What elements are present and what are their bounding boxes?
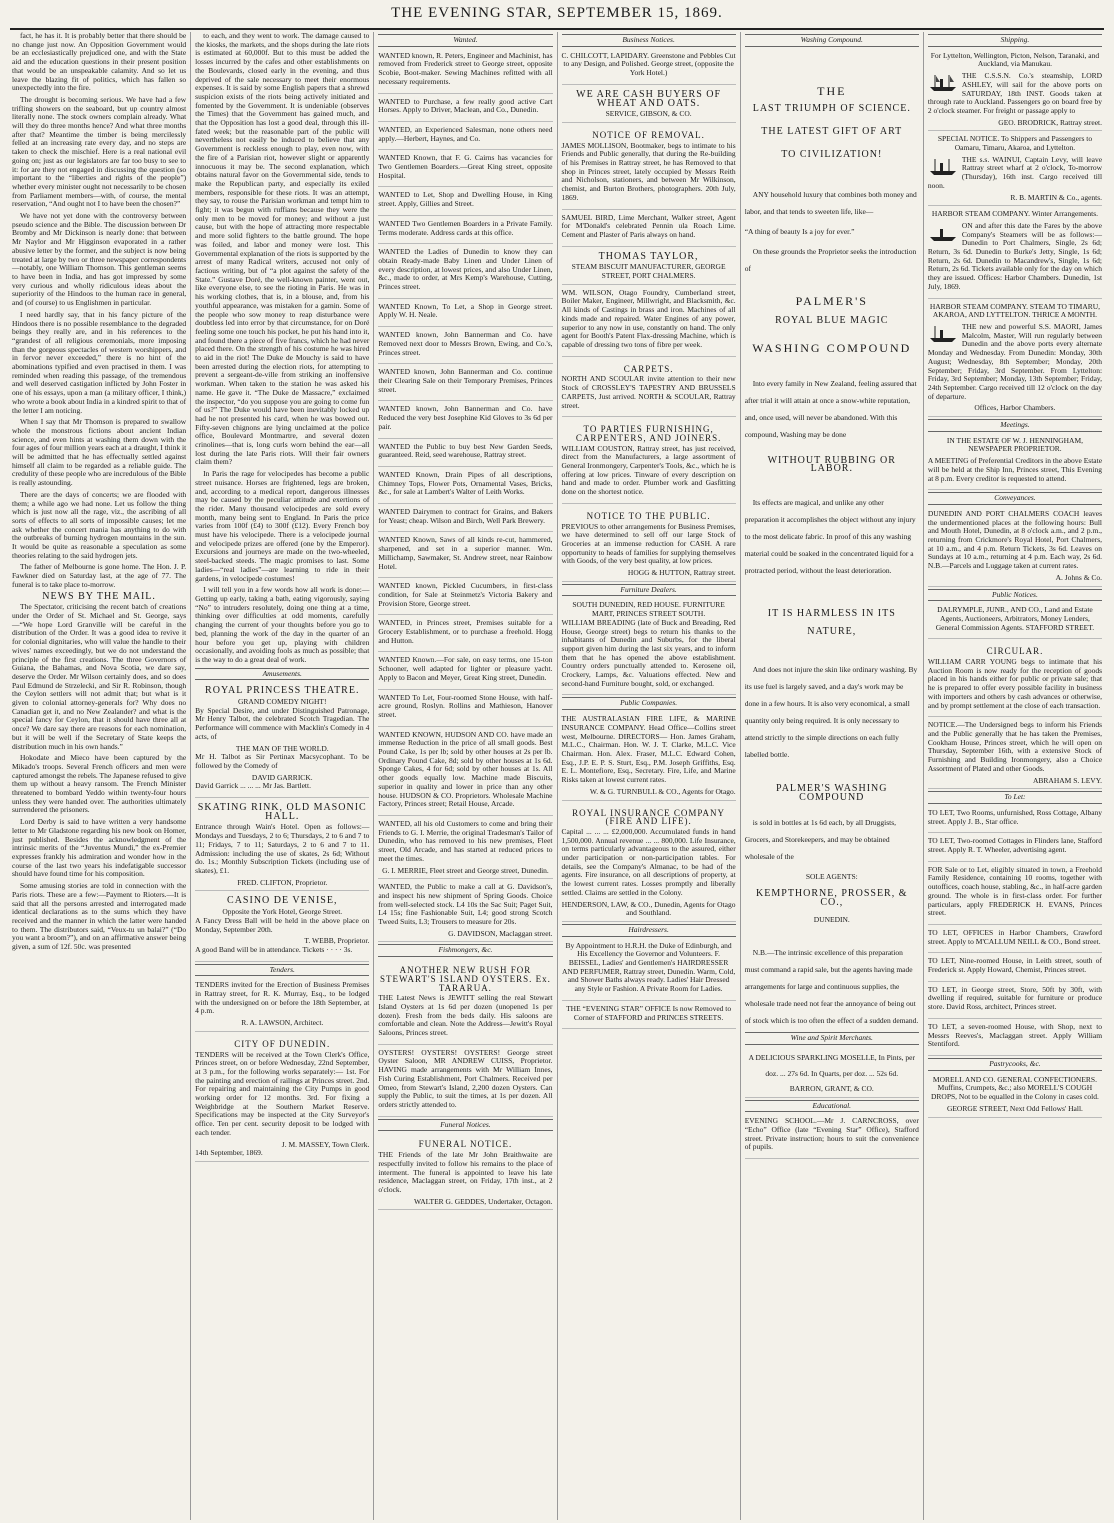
ad-royal-princess-theatre [195, 683, 369, 798]
ad-subtitle: Opposite the York Hotel, George Street. [222, 907, 343, 917]
section-header-washing: Washing Compound. [745, 34, 919, 47]
ad-title: FUNERAL NOTICE. [418, 1139, 513, 1150]
ad-body: WANTED the Ladies of Dunedin to know they can obtain Ready-made Baby Linen and Under Linen of every description, at lowest prices, and also Under Linen, &c., made to order, at Mrs Kemp's Warehouse, Cutting, Princes street. [378, 247, 553, 292]
ad-signature: SERVICE, GIBSON, & CO. [605, 109, 692, 119]
ad-cast: David Garrick ... ... ... Mr Jas. Bartlett. [195, 781, 311, 791]
ad-body: A good Band will be in attendance. Tickets · · · · 3s. [195, 944, 353, 954]
ad-body: WANTED Known, Saws of all kinds re-cut, hammered, sharpened, and set in a superior manner. Wm. Millichamp, Sawmaker, St. Andrew street, near Rainbow Hotel. [378, 535, 553, 571]
ad-body: WANTED known, Pickled Cucumbers, in first-class condition, for Sale at Steinmetz's Victoria Bakery and Provision Store, George street. [378, 581, 553, 608]
article-paragraph: Lord Derby is said to have written a very handsome letter to Mr Gladstone regarding his new book on Homer, just published. Besides the acknowledgment of the intrinsic merits of the “Juventus Mundi,” the ex-Premier expresses frankly his admiration and wonder how in the course of the last two years his indefatigable successor should have found time for his composition. [12, 817, 187, 879]
ad-body: TO LET, Two Rooms, unfurnished, Ross Cottage, Albany street. Apply J. B., Star office. [927, 807, 1103, 826]
column-1 [8, 32, 191, 1520]
article-paragraph: The drought is becoming serious. We have had a few trifling showers on the seaboard, but up country almost literally none. The stock owners complain already. What will they do three months hence? And what three months after that? Meantime the timber is being mercilessly felled at an increasing rate every day, and no steps are taken to check the mischief. Here is a real national evil going on; just as our legislators are far too busy to see to it: for are they not engaged in discussing the question (so important to the “liberties and rights of the people”) whether every minister ought not necessarily to be chosen from Parliament members—with, of course, the mental reservation, “And ought not I to have been the chosen?” [12, 94, 187, 209]
section-header-conveyances: Conveyances. [928, 492, 1102, 505]
to-let-ad [928, 807, 1102, 833]
ad-samuel-bird [562, 212, 736, 247]
ad-carpets [562, 359, 736, 418]
ad-chilcott [562, 50, 736, 85]
ad-body: DUNEDIN AND PORT CHALMERS COACH leaves the undermentioned places at the following hours: Bull and Mouth Hotel, Dunedin, at 8 o'clock a.m., and 2 p.m., returning from Crickmore's Royal Hotel, Port Chalmers, at 10 a.m., and 4 p.m. Return Tickets, 3s 6d. Leaves on Sundays at 10 a.m., returning at 4 p.m. Each way, 2s 6d. N.B.—Parcels and Luggage taken at current rates. [927, 508, 1103, 571]
ad-notice-to-public [562, 506, 736, 582]
article-paragraph: The father of Melbourne is gone home. The Hon. J. P. Fawkner died on Saturday last, at the age of 77. The funeral is to take place to-morrow. [12, 562, 187, 589]
ad-australasian-insurance [562, 713, 736, 800]
ad-signature: G. DAVIDSON, Maclaggan street. [448, 928, 553, 938]
ad-wm-wilson [562, 287, 736, 357]
ad-title: ROYAL BLUE MAGIC [775, 315, 889, 327]
wanted-ad [378, 218, 552, 244]
ad-body: WANTED to Purchase, a few really good active Cart Horses. Apply to Driver, Maclean, and Co., Dunedin. [378, 96, 553, 115]
ad-body: WANTED Known, Drain Pipes of all descriptions, Chimney Tops, Flower Pots, Ornamental Vases, Bricks, &c., for sale at Lambert's Walter of Leith Works. [378, 469, 553, 497]
wanted-ad [378, 654, 552, 689]
article-paragraph: We have not yet done with the controversy between pseudo science and the Bible. The discussion between Dr Bromby and Mr Dickinson is nearly done: that between Mr Naylor and Mr Higginson evaporated in a rather abusive letter by the former, and the subject is now being treated at large by two or three newspaper correspondents —notably, one William Thomson. This gentleman seems to have been in India, and has got impressed by some very curious and wholly ridiculous ideas about the superiority of the Hindoos to the human race in general, and (of course) to us Englishmen in particular. [12, 211, 187, 308]
ad-body: A Fancy Dress Ball will be held in the above place on Monday, September 20th. [195, 915, 370, 934]
to-let-ad [928, 984, 1102, 1019]
article-paragraph: fact, he has it. It is probably better that there should be no change just now. An Opposition Government would be an ecclesiastically prejudiced one, and with the State aid and the education questions in their present position that would be an unspeakable calamity. And so let us leave the blazing fit of politics, which has fallen so unexpectedly into the fire. [12, 32, 187, 93]
ad-title: TO PARTIES FURNISHING, CARPENTERS, AND JOINERS. [575, 424, 722, 443]
ad-body: SAMUEL BIRD, Lime Merchant, Walker street, Agent for M'Donald's celebrated Pennin ula Roach Lime. Cement and Plaster of Paris always on hand. [561, 212, 736, 239]
column-5 [741, 32, 924, 1520]
ad-body: A MEETING of Preferential Creditors in the above Estate will be held at the Ship Inn, Princes street, This Evening at 8 p.m. Every creditor is requested to attend. [927, 456, 1103, 483]
ad-title: SOUTH DUNEDIN, RED HOUSE. FURNITURE MART, PRINCES STREET SOUTH. [572, 600, 725, 619]
steamship-icon [928, 223, 958, 243]
section-header-wine: Wine and Spirit Merchants. [745, 1032, 919, 1045]
ad-title: HARBOR STEAM COMPANY. STEAM TO TIMARU, AKAROA, AND LYTTELTON. THRICE A MONTH. [929, 301, 1101, 320]
wanted-ad [378, 366, 552, 401]
ad-morell [928, 1074, 1102, 1118]
masthead-rule [10, 28, 1104, 30]
ad-body: WANTED Known.—For sale, on easy terms, one 15-ton Schooner, well adapted for lighter or pleasure yacht. Apply to Bacon and Meyer, Great King street, Dunedin. [378, 655, 553, 682]
ad-body: DALRYMPLE, JUNR., AND CO., Land and Estate Agents, Auctioneers, Arbitrators, Money Lenders, General Commission Agents. STAFFORD STREET. [935, 605, 1095, 632]
ad-title: CIRCULAR. [986, 646, 1044, 657]
wanted-ad [378, 617, 552, 652]
ad-city-of-dunedin [195, 1034, 369, 1162]
ad-levy-notice [928, 719, 1102, 789]
wanted-ad [378, 441, 552, 467]
wanted-ad [378, 506, 552, 532]
ad-tender-lawson [195, 979, 369, 1032]
ad-body: STEAM BISCUIT MANUFACTURER, GEORGE STREET, PORT CHALMERS. [571, 262, 726, 281]
ad-breading [562, 599, 736, 695]
ad-signature: R. B. MARTIN & Co., agents. [1010, 192, 1103, 202]
ad-signature: A. Johns & Co. [1055, 572, 1103, 582]
steamship-icon [928, 324, 958, 344]
section-header-fishmongers: Fishmongers, &c. [378, 944, 552, 957]
ad-body: N.B.—The intrinsic excellence of this preparation must command a rapid sale, but the agents having made arrangements for large and continuous supplies, the wholesale trade need not fear the annoyance of being out of stock which is too often the effect of a sudden demand. [744, 948, 919, 1026]
ad-body: Entrance through Wain's Hotel. Open as follows:—Mondays and Tuesdays, 2 to 6; Thursdays, 2 to 6 and 7 to 11; Fridays, 7 to 11; Saturdays, 2 to 6 and 7 to 11. Admission: including the use of skates, 2s 6d; Without do. 1s.; Monthly Subscription Tickets (including use of skates), £1. [195, 822, 370, 875]
ad-signature: WALTER G. GEDDES, Undertaker, Octagon. [413, 1196, 553, 1206]
column-3 [374, 32, 557, 1520]
ad-title: NOTICE TO THE PUBLIC. [586, 510, 711, 521]
article-paragraph: There are the days of concerts; we are flooded with them; a while ago we had none. Let us follow the thing which is just now all the rage, viz., the ascribing of all sorts of effects to all sorts of impossible causes; let me ask whether the concert mania has anything to do with the outbreaks of burning hydrogen mountains in the sun. It would be quite as reasonable a speculation as some theories relating to the said hydrogen jets. [12, 489, 187, 560]
wanted-ad [378, 246, 552, 299]
ad-body: WILLIAM COUSTON, Rattray street, has just received, direct from the Manufacturers, a large assortment of General Ironmongery, Carpenter's Tools, &c., which he is offering at low prices. Tinware of every description on hand and made to order. Plumber work and Gasfitting done on the shortest notice. [561, 443, 736, 497]
ad-body: Into every family in New Zealand, feeling assured that after trial it will attain at once a snow-white reputation, and, once used, will never be abandoned. With this compound, Washing may be done [744, 378, 917, 439]
ad-title: WE ARE CASH BUYERS OF WHEAT AND OATS. [576, 88, 722, 109]
ad-skating-rink [195, 800, 369, 891]
newspaper-columns [8, 32, 1106, 1520]
wanted-ad [378, 96, 552, 122]
to-let-ad [928, 955, 1102, 981]
ad-title: HARBOR STEAM COMPANY. Winter Arrangements. [931, 209, 1099, 219]
ad-dalrymple [928, 604, 1102, 639]
ad-body: TENDERS invited for the Erection of Business Premises in Rattray street, for R. K. Murray, Esq., to be lodged with the undersigned on or before the 18th September, at 4 p.m. [195, 980, 370, 1016]
ad-moselle [745, 1048, 919, 1098]
ad-title: NOTICE OF REMOVAL. [592, 129, 705, 140]
ad-body: A DELICIOUS SPARKLING MOSELLE, In Pints, per doz. ... 27s 6d. In Quarts, per doz. ... 52s 6d. [748, 1052, 915, 1078]
ad-signature: FRED. CLIFTON, Proprietor. [237, 877, 328, 887]
ad-funeral-notice [378, 1134, 552, 1210]
ad-signature: GEO. BRODRICK, Rattray street. [998, 117, 1103, 127]
ad-body: TO LET, Two-roomed Cottages in Flinders lane, Stafford street. Apply R. T. Wheeler, advertising agent. [927, 836, 1103, 855]
section-header-meetings: Meetings. [928, 419, 1102, 432]
ad-title: ROYAL INSURANCE COMPANY (FIRE AND LIFE). [572, 807, 726, 827]
ad-body: ON and after this date the Fares by the above Company's Steamers will be as follows:— Dunedin to Port Chalmers, Single, 2s 6d; Return, 3s 6d. Dunedin to Burke's Jetty, Single, 1s 6d; Return, 2s 6d. Dunedin to Macandrew's, Single, 1s 6d; Return, 2s 6d. Tickets available only for the day on which they are issued. Offices: Harbor Chambers. Dunedin, 1st July, 1869. [927, 220, 1103, 291]
ad-body: is sold in bottles at 1s 6d each, by all Druggists, Grocers, and Storekeepers, and may be obtained wholesale of the [744, 818, 897, 862]
ad-evening-star-office [562, 1003, 736, 1029]
wanted-ad [378, 881, 552, 942]
ad-title: PALMER'S WASHING COMPOUND [776, 783, 888, 803]
ad-body: TENDERS will be received at the Town Clerk's Office, Princes street, on or before Wednesday, 22nd September, at 3 p.m., for the following works separately:— 1st. For the painting and erection of railings at Princes street. 2nd. For repairing and maintaining the City Pumps in good working order for 12 months. 3rd. For fixing a Weighbridge at the Southern Market Reserve. Specifications may be inspected at the City Surveyor's office. Ten per cent. security deposit to be lodged with each tender. [195, 1049, 370, 1137]
ad-body: WILLIAM CARR YOUNG begs to intimate that his Auction Room is now ready for the reception of goods placed in his hands either for public or private sale; that he is prepared to offer every possible facility in business with importers and others by cash advances or otherwise, and by prompt settlement at the close of each transaction. [927, 657, 1103, 710]
ad-body: TO LET, OFFICES in Harbor Chambers, Crawford street. Apply to M'CALLUM NEILL & CO., Bond street. [927, 927, 1103, 946]
ad-body: OYSTERS! OYSTERS! OYSTERS! George street Oyster Saloon, MR ANDREW CUISS, Proprietor. HAVING made arrangements with Mr William Innes, Fish Curing Establishment, Port Chalmers. Received per Omeo, from Stewart's Island, 2,200 dozen Oysters. Can supply the Public, to suit the times, at 1s per dozen. All orders strictly attended to. [378, 1047, 553, 1109]
ad-body: WANTED To Let, Four-roomed Stone House, with half-acre ground, Roslyn. Rollins and Mathieson, Hanover street. [378, 692, 553, 719]
ad-body: THE new and powerful S.S. MAORI, James Malcolm, Master, Will run regularly between Dunedin and the above ports every alternate Monday and Wednesday. From Dunedin: Monday, 30th August; Wednesday, 8th September; Monday, 20th September; Friday, 3rd September. From Lyttelton: Friday, 3rd September; Monday, 13th September; Friday, 24th September. Cargo received till 12 o'clock on the day of departure. [927, 321, 1103, 401]
ad-title: CASINO DE VENISE, [227, 895, 338, 907]
ad-body: WANTED known, R. Peters, Engineer and Machinist, has removed from Frederick street to George street, opposite Scobie, Boot-maker. Sewing Machines refitted with all necessary requirements. [378, 50, 553, 86]
wanted-ad [378, 403, 552, 438]
column-6 [924, 32, 1106, 1520]
article-paragraph: In Paris the rage for velocipedes has become a public street nuisance. Horses are frightened, legs are broken, and, according to a medical report, dangerous illnesses may be caused by the peculiar attitude and exertions of the rider. Many thousand velocipedes are sold every month, many being sent to England. In Paris the price varies from 100f (£4) to 300f (£12). Every French boy must have his velocipede. There is a velocipede journal and velocipede prizes are offered (one by the Emperor). Excursions and journeys are made on the two-wheeled, steel-backed steeds. The magic promises to last. Some ladies—“real ladies”—are learning to ride in their gardens, in velocipede costumes! [195, 469, 370, 583]
wanted-ad [378, 329, 552, 364]
ad-body: And does not injure the skin like ordinary washing. By its use fuel is largely saved, and a day's work may be done in a few hours. It is also very economical, a small quantity only being required. It is only necessary to attend strictly to the simple directions on each fully labelled bottle. [744, 665, 918, 760]
ad-body: WANTED Dairymen to contract for Grains, and Bakers for Yeast; cheap. Wilson and Birch, Well Park Brewery. [378, 507, 553, 525]
section-header-tenders: Tenders. [195, 964, 369, 977]
section-header-shipping: Shipping. [928, 34, 1102, 47]
ad-body: WANTED to Let, Shop and Dwelling House, in King street. Apply, Gillies and Street. [378, 190, 553, 209]
ad-thomas-taylor [562, 249, 736, 285]
ad-oyster-rush [378, 960, 552, 1045]
ad-body: EVENING SCHOOL.—Mr J. CARNCROSS, over “Echo” Office (late “Evening Star” Office), Stafford street. Private instruction; hours to suit the convenience of pupils. [744, 1116, 919, 1152]
ad-body: WANTED known, John Bannerman and Co. have Removed next door to Messrs Brown, Ewing, and Co.'s, Princes street. [378, 330, 553, 357]
article-paragraph: I need hardly say, that in his fancy picture of the Hindoos there is no possible resemblance to the degraded beings they really are, and in his references to the “grandest of all religious ceremonials, more imposing than the gorgeous spectacles of western worshippers, and in fervor never exceeded,” there is no hint of the abominations typified and even practised in them. I was reminded when reading this passage, of the tremendous and well deserved castigation inflicted by John Foster in one of his essays, upon a man (a military officer, I think,) who wrote a book about India in a kindred spirit to that of the letter I am noticing. [12, 309, 187, 415]
ad-body: WANTED KNOWN, HUDSON AND CO. have made an immense Reduction in the price of all small goods. Best Pound Cake, 1s per lb; sold by other houses at 2s per lb. Ordinary Pound Cake, 8d; sold by other houses at 1s 6d. Sponge Cakes, 4 for 6d; sold by other houses at 1s. All other goods equally low. Machine made Biscuits, superior in quality and lower in price than any other house. HUDSON & CO. Proprietors. Wholesale Machine Factory, Princes street; Retail House, Arcade. [378, 729, 553, 809]
ad-body: WANTED known, John Bannerman and Co. continue their Clearing Sale on their Temporary Premises, Princes street. [378, 367, 553, 394]
ad-title: THE [817, 83, 847, 98]
ad-cash-buyers [562, 87, 736, 123]
ad-body: By Special Desire, and under Distinguished Patronage, Mr Henry Talbot, the celebrated Scotch Tragedian. The Performance will commence with Macklin's Comedy in 4 acts, of [195, 705, 370, 741]
wanted-ad [378, 301, 552, 327]
ad-body: C. CHILCOTT, LAPIDARY. Greenstone and Pebbles Cut to any Design, and Polished. George street, (opposite the York Hotel.) [561, 50, 736, 78]
ad-casino-de-venise [195, 893, 369, 961]
ad-title: ANOTHER NEW RUSH FOR STEWART'S ISLAND OYSTERS. Ex. TARARUA. [380, 965, 551, 993]
ad-wainui [928, 133, 1102, 206]
wanted-ad [378, 534, 552, 578]
ad-signature: KEMPTHORNE, PROSSER, & CO., [756, 888, 908, 908]
ad-title: THE LATEST GIFT OF ART [761, 126, 903, 138]
wanted-ad [378, 580, 552, 615]
ad-body: ANY household luxury that combines both money and labor, and that tends to sweeten life, like— [744, 189, 917, 216]
section-header-wanted: Wanted. [378, 34, 552, 47]
article-paragraph: I will tell you in a few words how all work is done:—Getting up early, taking a bath, eating vigorously, saying “No” to intruders resolutely, doing one thing at a time, thinking over difficulties at odd moments, carefully changing the current of your thoughts before you go to bed, planning the work of the day in the quarter of an hour before you get up, playing with children occasionally, and avoiding fools as much as possible; that is the way to do a great deal of work. [195, 585, 370, 664]
ad-body: WANTED Two Gentlemen Boarders in a Private Family. Terms moderate. Address cards at this office. [378, 218, 553, 237]
ad-signature: HENDERSON, LAW, & CO., Dunedin, Agents for Otago and Southland. [561, 899, 736, 918]
ad-title: THOMAS TAYLOR, [598, 250, 699, 262]
to-let-ad [928, 927, 1102, 953]
ad-body: NOTICE.—The Undersigned begs to inform his Friends and the Public generally that he has taken the Premises, Cookham House, Princes street, which he will open on Thursday, September 16th, with a extensive Stock of Furnishing and Building Ironmongery, also a Choice Assortment of Plated and other Goods. [927, 720, 1103, 773]
ad-body: THE s.s. WAINUI, Captain Levy, will leave Rattray street wharf at 2 o'clock, To-morrow (Thursday), 16th inst. Cargo received till noon. [927, 154, 1103, 190]
ad-title: WASHING COMPOUND [752, 340, 912, 355]
ad-lord-ashley [928, 50, 1102, 132]
news-by-mail-heading: NEWS BY THE MAIL. [42, 590, 156, 602]
section-header-to-let: To Let: [928, 791, 1102, 804]
ad-body: WANTED, the Public to make a call at G. Davidson's, and inspect his new shipment of Spring Goods. Choice from well-selected stock. L4 10s the Sac Suit; Paget Suit, L4 15s; fine Fashionable Suit, L4; good strong Scotch Tweed Suits, L3; Trousers to measure for 20s. [378, 882, 553, 927]
article-paragraph: The Spectator, criticising the recent batch of creations under the Order of St. Michael and St. George, says—“We hope Lord Granville will be careful in the distribution of the Order. It was a good idea to revive it for colonial dignitaries, who will value the handle to their wives' names exceedingly, but we do not understand the principle of the first creations. The three Governors of Guiana, the Bahamas, and Nova Scotia, we dare say, deserve the Order. Mr Wilson certainly does, and so does Paul Edmund de Strzelecki, and Sir R. Robinson, though the Ceylon settlers will not admit that; but what is it given to colonial attorney-generals for? Why does no Canadian get it, and no New Zealander? and what is the special fancy for Ceylon, that it should have three all at once? We dare say there are reasons for each nomination, but it will be well if the Secretary of State keeps the distribution much in his own hands.” [12, 602, 187, 751]
section-header-amusements: Amusements. [195, 668, 369, 681]
ad-body: Capital ... ... ... £2,000,000. Accumulated funds in hand 1,500,000. Annual revenue ... ... 800,000. Life Insurance, on terms particularly advantageous to the assured, either under participation or non-participation tables. For details, see the Company's Almanac, to be had of the agents. Fire insurance, on all descriptions of property, at the lowest current rates. Losses promptly and liberally settled. Claims are settled in the Colony. [561, 826, 736, 897]
ad-royal-insurance [562, 803, 736, 922]
ad-body: THE C.S.S.N. Co.'s steamship, LORD ASHLEY, will sail for the above ports on SATURDAY, 18th INST. Goods taken at through rate to Auckland. Passengers go on board free by 2 o'clock steamer. For freight or passage apply to [927, 71, 1103, 115]
section-header-public-notices: Public Notices. [928, 589, 1102, 602]
ad-title: SKATING RINK, OLD MASONIC HALL. [197, 802, 367, 822]
ad-play-title: DAVID GARRICK. [251, 772, 313, 782]
ad-date: 14th September, 1869. [195, 1148, 263, 1158]
article-paragraph: Some amusing stories are told in connection with the Paris riots. These are a few:—Payment to Rioters.—It is said that all the persons arrested and interrogated made identical declarations as to the sums which they have received and the manner in which the latter were handed to them. The distributors said, “Veux-tu un balai?” (“Do you want a broom?”), and on an affirmative answer being given, a sum of 12f. 50c. was presented [12, 881, 187, 952]
section-header-business: Business Notices. [562, 34, 736, 47]
ad-couston [562, 419, 736, 504]
ad-body: WANTED known, John Bannerman and Co. have Reduced the very best Josephine Kid Gloves to 3s 6d per pair. [378, 404, 553, 431]
ad-evening-school [745, 1115, 919, 1159]
section-header-pastrycooks: Pastrycooks, &c. [928, 1058, 1102, 1071]
masthead: THE EVENING STAR, SEPTEMBER 15, 1869. [391, 5, 723, 21]
ad-body: MORELL AND CO. GENERAL CONFECTIONERS. Muffins, Crumpets, &c.; also MORELL'S COUGH DROPS, Not to be equalled in the Colony in cases cold. [930, 1074, 1099, 1102]
ad-body: WANTED Known, To Let, a Shop in George street. Apply W. H. Neale. [378, 301, 553, 320]
ad-signature: R. A. LAWSON, Architect. [241, 1018, 324, 1028]
ad-title: TO CIVILIZATION! [781, 148, 883, 160]
ad-title: CARPETS. [623, 363, 674, 374]
ad-body: PREVIOUS to other arrangements for Business Premises, we have determined to sell off our large Stock of Groceries at an immense reduction for CASH. A rare opportunity to heads of families for supplying themselves with Goods, of the very best quality, at low prices. [561, 521, 736, 566]
column-2 [191, 32, 374, 1520]
ad-body: THE “EVENING STAR” OFFICE Is now Removed to Corner of STAFFORD and PRINCES STREETS. [566, 1003, 732, 1022]
ad-signature: HOGG & HUTTON, Rattray street. [627, 568, 736, 578]
ad-body: WANTED, an Experienced Salesman, none others need apply.—Herbert, Haynes, and Co. [378, 124, 553, 143]
ad-signature: BARRON, GRANT, & CO. [789, 1083, 874, 1093]
wanted-ad [378, 469, 552, 504]
ad-body: WANTED, all his old Customers to come and bring their Friends to G. I. Merrie, the original Tradesman's Tailor of Dunedin, who has removed to his new premises, Fleet street, Old Arcade, and has started at reduced prices to meet the times. [378, 819, 553, 863]
ad-title: IT IS HARMLESS IN ITS NATURE, [767, 608, 896, 638]
ad-harbor-steam-winter [928, 208, 1102, 298]
wanted-ad [378, 692, 552, 727]
ad-body: JAMES MOLLISON, Bootmaker, begs to intimate to his Friends and Public generally, that during the Re-building of his Premises in Rattray street, he has Removed to that shop in Princes street, lately occupied by Messrs Reith and Nicholson, stationers, and between Mr Wilkinson, chemist, and Burton Brothers, photographers. 20th July, 1869. [561, 140, 736, 202]
ad-body: By Appointment to H.R.H. the Duke of Edinburgh, and His Excellency the Governor and Volunteers. F. BEISSEL, Ladies' and Gentlemen's HAIRDRESSER AND PERFUMER, Rattray street, Dunedin. Warm, Cold, and Shower Baths always ready. Ladies' Hair Dressed any Style or Fashion. A Private Room for Ladies. [562, 940, 736, 994]
ad-body: On these grounds the Proprietor seeks the introduction of [744, 246, 917, 273]
ad-oyster-saloon [378, 1047, 552, 1117]
article-paragraph: When I say that Mr Thomson is prepared to swallow whole the monstrous fictions about ancient Indian science, and even hints at washing them down with the four ages of four million years each at a draught, I think it will be admitted that he has effectually settled against himself all claim to be regarded as a reliable guide. The credulity of these people who are incredulous of the Bible is really astounding. [12, 417, 187, 488]
ad-title: WITHOUT RUBBING OR LABOR. [767, 454, 896, 475]
ad-body: Mr H. Talbot as Sir Pertinax Macsycophant. To be followed by the Comedy of [195, 752, 370, 770]
to-let-ad [928, 835, 1102, 861]
ad-subtitle: SOLE AGENTS: [805, 872, 858, 882]
wanted-ad [378, 189, 552, 215]
wanted-ad [378, 50, 552, 94]
ad-body: FOR Sale or to Let, eligibly situated in town, a Freehold Family Residence, containing 10 rooms, together with outoffices, coach house, stabling, &c., in half-acre garden ground. The whole is in first-class order. For further particulars, apply FREDERICK H. EVANS, Princes street. [927, 864, 1103, 918]
ad-quote: “A thing of beauty Is a joy for ever.” [744, 226, 855, 236]
ad-signature: T. WEBB, Proprietor. [304, 936, 370, 946]
article-paragraph: to each, and they went to work. The damage caused to the kiosks, the markets, and the shops during the late riots is estimated at 60,000f. But to this must be added the losses incurred by the cafes and other establishments on the Boulevards, closed early in the evening, and thus deprived of the sale necessary to meet their enormous expenses. It is said by some English papers that a shrewd suspicion exists of the riots being actively initiated and fomented by the Government. It is undeniable (observes the Times) that the Government has gained much, and that the Opposition has lost a good deal, through this ill-fated week; but the reasonable part of the public will nevertheless not easily be induced to believe that any Government is reckless enough to play, even now, with the fire of a Parisian riot, however slight or apparently innocuous it may be. The second explanation, which obtains natural favor on the Governmental side, tends to make the Republican party, and especially its exiled members, responsible for these riots. It was an attempt, they say, to rouse the Parisian workman and tempt him to fight; it was begun with ruffians because they were the only men to be moved for money; and without a just cause, but with the hope of attracting more respectable and more solid fighters to the battle ground. The hope was foiled, and labor and money were lost. This Governmental explanation of the riots is supported by the arrest of many Radical writers, accused not only of factious writing, but of “a plot against the safety of the State.” Gustave Doré, the well-known painter, went out, like everyone else, to see the rioting in Paris. He was in his working clothes, that is, in a blouse, and, from his youthful appearance, was mistaken for a gamin. Some of the people who sow money to reap disturbance were doubtless led into error by that circumstance, for on Doré feeling some one touch his pocket, he put his hand into it, and found there a piece of five francs, which he had never placed there. On the strength of his costume he was hired to aid in the riot! The Duke de Mouchy is said to have been arrested during the election riots, for attempting to prevent a sergeant-de-ville from striking an inoffensive workman. When taken to the station he was asked his name. He gave it. “The Duke de Massacre,” exclaimed the inspector, “do you suppose you are going to come fun of us?” The Duke would have been inevitably locked up had he not presented his card, when he was bowed out. Fifty-seven chignons are lying unclaimed at the police office, Boulevard Montmartre, and several dozen crinolines—that is, long curls worn behind the ear—all lost during the late Paris riots. Will their fair owners claim them? [195, 32, 370, 467]
ad-body: TO LET, a seven-roomed House, with Shop, next to Messrs Reeves's, Maclaggan street. Apply William Stentiford. [927, 1021, 1103, 1049]
wanted-ad [378, 729, 552, 816]
ad-notice-of-removal [562, 125, 736, 210]
section-header-hairdressers: Hairdressers. [562, 924, 736, 937]
to-let-ad [928, 1021, 1102, 1056]
ad-body: NORTH AND SCOULAR invite attention to their new Stock of CROSSLEY'S TAPESTRY AND BRUSSELS CARPETS, Just arrived. NORTH & SCOULAR, Rattray street. [561, 374, 736, 410]
ad-body: WANTED the Public to buy best New Garden Seeds, guaranteed. Reid, seed warehouse, Rattray street. [378, 441, 553, 460]
section-header-companies: Public Companies. [562, 697, 736, 710]
ad-body: WANTED, in Princes street, Premises suitable for a Grocery Establishment, or to purchase a freehold. Hogg and Hutton. [378, 618, 553, 645]
ad-harbor-steam-maori [928, 301, 1102, 417]
wanted-ad [378, 818, 552, 879]
ad-title: LAST TRIUMPH OF SCIENCE. [752, 103, 911, 115]
ad-title: CITY OF DUNEDIN. [234, 1038, 331, 1049]
ad-play-title: THE MAN OF THE WORLD. [235, 743, 329, 753]
ad-body: THE Latest News is JEWITT selling the real Stewart Island Oysters at 1s 6d per dozen (unopened 1s per dozen). Fresh from the beds daily. His saloons are comfortable and clean. Note the Address—Jewitt's Royal Saloons, Princes street. [378, 993, 553, 1038]
section-header-furniture: Furniture Dealers. [562, 584, 736, 597]
ad-body: TO LET, Nine-roomed House, in Leith street, south of Frederick st. Apply Howard, Chemist, Princes street. [927, 956, 1103, 975]
ad-title: IN THE ESTATE OF W. J. HENNINGHAM, NEWSPAPER PROPRIETOR. [946, 435, 1084, 454]
section-header-funeral: Funeral Notices. [378, 1119, 552, 1132]
ad-coach [928, 508, 1102, 587]
section-header-educational: Educational. [745, 1100, 919, 1113]
ad-signature: DUNEDIN. [813, 914, 850, 924]
steamship-icon [928, 73, 958, 93]
ad-signature: ABRAHAM S. LEVY. [1032, 775, 1103, 785]
ad-henningham-estate [928, 435, 1102, 491]
ad-body: WM. WILSON, Otago Foundry, Cumberland street, Boiler Maker, Engineer, Millwright, and Blacksmith, &c. All kinds of Castings in brass and iron. Machines of all kinds made and repaired. Water Engines of any power, superior to any now in use, constantly on hand. The only agent for Booth's Patent Flax-dressing Machine, which is capable of dressing two tons of fibre per week. [561, 287, 736, 349]
ad-title: PALMER'S [795, 293, 868, 308]
ad-signature: Offices, Harbor Chambers. [974, 403, 1056, 413]
ad-signature: J. M. MASSEY, Town Clerk. [281, 1139, 370, 1149]
ad-signature: G. I. MERRIE, Fleet street and George street, Dunedin. [382, 865, 549, 875]
ad-body: THE AUSTRALASIAN FIRE LIFE, & MARINE INSURANCE COMPANY. Head Office—Collins street west, Melbourne. DIRECTORS— Hon. James Graham, M.L.C., Chairman. Hon. W. J. T. Clarke, M.L.C. Vice Chairman. Hon. Alex. Fraser, M.L.C. Edward Cohen, Esq., J.P. E. P. S. Sturt, Esq., P.M. Joseph Griffiths, Esq. E. L. Montefiore, Esq., Secretary. Fire, Life, and Marine Risks taken at lowest current rates. [561, 714, 736, 785]
ad-beissel [562, 940, 736, 1001]
ad-body: Its effects are magical, and unlike any other preparation it accomplishes the object without any injury to the most delicate fabric. In proof of this any washing material could be soaked in the concentrated liquid for a protracted period, without the least deterioration. [744, 498, 916, 576]
ad-body: THE Friends of the late Mr John Braithwaite are respectfully invited to follow his remains to the place of interment. The funeral is appointed to leave his late residence, Maclaggan street, on Friday, 17th inst., at 2 o'clock. [378, 1150, 553, 1194]
ad-signature: W. & G. TURNBULL & CO., Agents for Otago. [589, 786, 736, 796]
to-let-ad [928, 864, 1102, 925]
wanted-ad [378, 152, 552, 187]
ad-body: WANTED Known, that F. G. Cairns has vacancies for Two Gentlemen Boarders.—Great King street, opposite Hospital. [378, 153, 553, 180]
ad-subtitle: For Lyttelton, Wellington, Picton, Nelson, Taranaki, and Auckland, via Manukau. [930, 50, 1100, 69]
ad-title: ROYAL PRINCESS THEATRE. [205, 685, 360, 697]
ad-signature: GEORGE STREET, Next Odd Fellows' Hall. [946, 1103, 1083, 1113]
ad-body: TO LET, in George street, Store, 50ft by 30ft, with dwelling if required, suitable for furniture or produce store. David Ross, architect, Princes street. [927, 984, 1103, 1012]
ad-circular [928, 641, 1102, 717]
ad-body: WILLIAM BREADING (late of Buck and Breading, Red House, George street) begs to return his thanks to the inhabitants of Dunedin and Suburbs, for the liberal support given him during the last six years, and to inform them that he has opened the above establishment. Country orders punctually attended to. Kerosene oil, Crockery, Lamps, &c. Valuations effected. New and second-hand Furniture bought, sold, or exchanged. [561, 617, 736, 688]
ad-subtitle: SPECIAL NOTICE. To Shippers and Passengers to Oamaru, Timaru, Akaroa, and Lyttelton. [937, 134, 1093, 153]
article-paragraph: Hokodate and Mieco have been captured by the Mikado's troops. Several French officers and men were captured amongst the rebels. The Japanese refused to give them up without a heavy ransom. The French Minister threatened to bombard Yeddo within twenty-four hours unless they were handed over. The authorities ultimately surrendered the prisoners. [12, 753, 187, 815]
ad-subtitle: GRAND COMEDY NIGHT! [238, 697, 327, 707]
column-4 [558, 32, 741, 1520]
steamship-icon [928, 157, 958, 177]
wanted-ad [378, 124, 552, 150]
